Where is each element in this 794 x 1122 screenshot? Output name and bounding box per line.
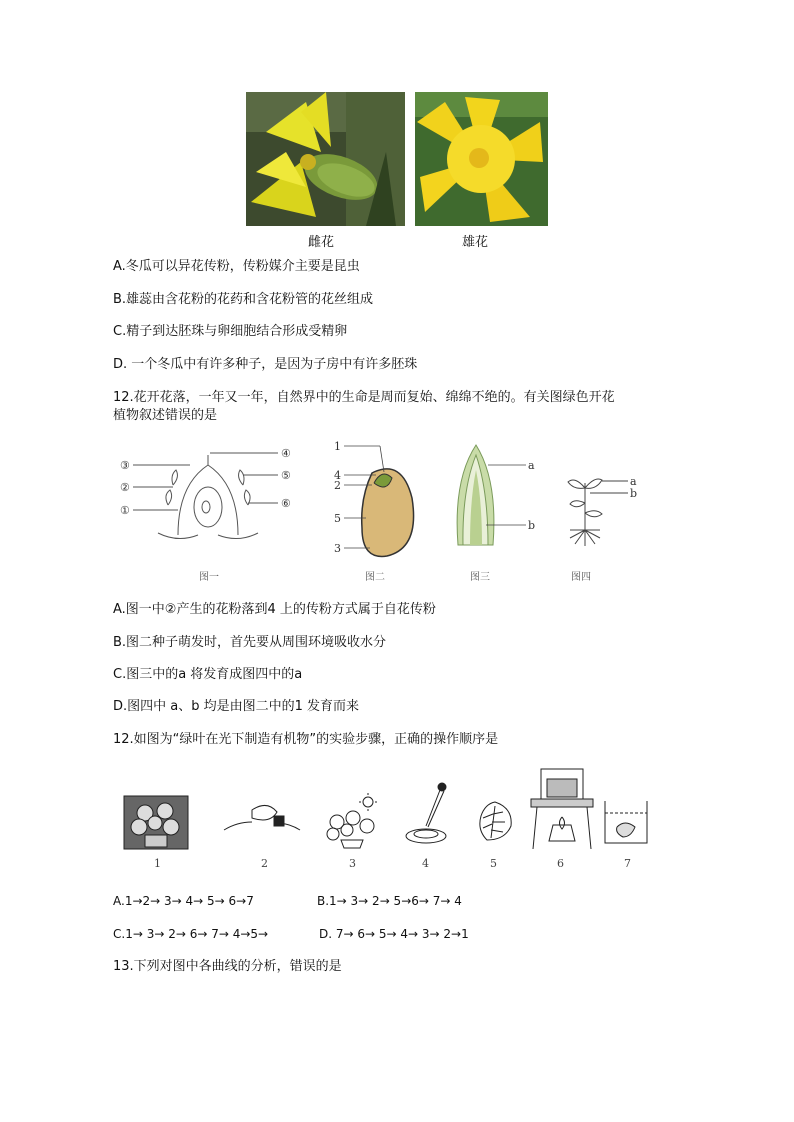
step-6-water-bath <box>527 767 597 851</box>
fig1-marker-2: ② <box>120 481 130 494</box>
step-number-2: 2 <box>261 857 268 870</box>
fig4-marker-a: a <box>630 475 637 488</box>
figure-1-flower <box>118 445 298 545</box>
step-number-1: 1 <box>154 857 161 870</box>
fig4-marker-b: b <box>630 487 638 500</box>
fig3-marker-b: b <box>528 519 536 532</box>
q11-option-c: C.精子到达胚珠与卵细胞结合形成受精卵 <box>113 324 348 339</box>
fig2-marker-2: 2 <box>334 479 341 492</box>
q12b-stem: 12.如图为“绿叶在光下制造有机物”的实验步骤，正确的操作顺序是 <box>113 732 499 747</box>
q12a-option-c: C.图三中的a 将发育成图四中的a <box>113 667 303 682</box>
step-1-dark-plant <box>123 795 189 850</box>
step-4-dropper <box>402 782 452 848</box>
q12a-option-b: B.图二种子萌发时，首先要从周围环境吸收水分 <box>113 635 387 650</box>
male-flower-caption: 雄花 <box>462 235 489 250</box>
figure-4-seedling <box>560 468 640 548</box>
fig1-marker-4: ④ <box>281 447 291 460</box>
female-flower-caption: 雌花 <box>308 235 335 250</box>
male-flower-photo <box>415 92 548 226</box>
q13-stem: 13.下列对图中各曲线的分析，错误的是 <box>113 959 342 974</box>
q12a-stem-line2: 植物叙述错误的是 <box>113 408 218 423</box>
q11-option-d: D. 一个冬瓜中有许多种子，是因为子房中有许多胚珠 <box>113 357 418 372</box>
female-flower-photo <box>246 92 405 226</box>
step-number-3: 3 <box>349 857 356 870</box>
step-5-leaf <box>475 800 515 845</box>
figure-3-bud <box>448 440 548 550</box>
fig2-marker-3: 3 <box>334 542 341 555</box>
male-flower-image <box>415 92 548 226</box>
q12a-stem-line1: 12.花开花落，一年又一年，自然界中的生命是周而复始、绵绵不绝的。有关图绿色开花 <box>113 390 615 405</box>
step-number-5: 5 <box>490 857 497 870</box>
fig-label-3: 图三 <box>470 572 490 583</box>
fig2-marker-5: 5 <box>334 512 341 525</box>
fig-label-2: 图二 <box>365 572 385 583</box>
step-number-4: 4 <box>422 857 429 870</box>
q12b-option-d: D. 7→ 6→ 5→ 4→ 3→ 2→1 <box>319 927 469 941</box>
fig1-marker-5: ⑤ <box>281 469 291 482</box>
q12b-option-b: B.1→ 3→ 2→ 5→6→ 7→ 4 <box>317 894 462 908</box>
fig2-marker-4: 4 <box>334 469 341 482</box>
female-flower-image <box>246 92 405 226</box>
fig1-marker-3: ③ <box>120 459 130 472</box>
step-number-7: 7 <box>624 857 631 870</box>
fig-label-1: 图一 <box>199 572 219 583</box>
fig3-marker-a: a <box>528 459 535 472</box>
q11-option-a: A.冬瓜可以异花传粉，传粉媒介主要是昆虫 <box>113 259 360 274</box>
q12a-option-a: A.图一中②产生的花粉落到4 上的传粉方式属于自花传粉 <box>113 602 436 617</box>
step-number-6: 6 <box>557 857 564 870</box>
q12b-option-c: C.1→ 3→ 2→ 6→ 7→ 4→5→ <box>113 927 269 941</box>
q12a-option-d: D.图四中 a、b 均是由图二中的1 发育而来 <box>113 699 360 714</box>
figure-2-seed <box>332 438 432 560</box>
fig2-marker-1: 1 <box>334 440 341 453</box>
step-2-cover-leaf <box>222 800 302 840</box>
q12b-option-a: A.1→2→ 3→ 4→ 5→ 6→7 <box>113 894 254 908</box>
fig1-marker-6: ⑥ <box>281 497 291 510</box>
fig-label-4: 图四 <box>571 572 591 583</box>
fig1-marker-1: ① <box>120 504 130 517</box>
step-3-sunlight <box>323 792 383 850</box>
step-7-beaker <box>601 797 651 847</box>
q11-option-b: B.雄蕊由含花粉的花药和含花粉管的花丝组成 <box>113 292 374 307</box>
